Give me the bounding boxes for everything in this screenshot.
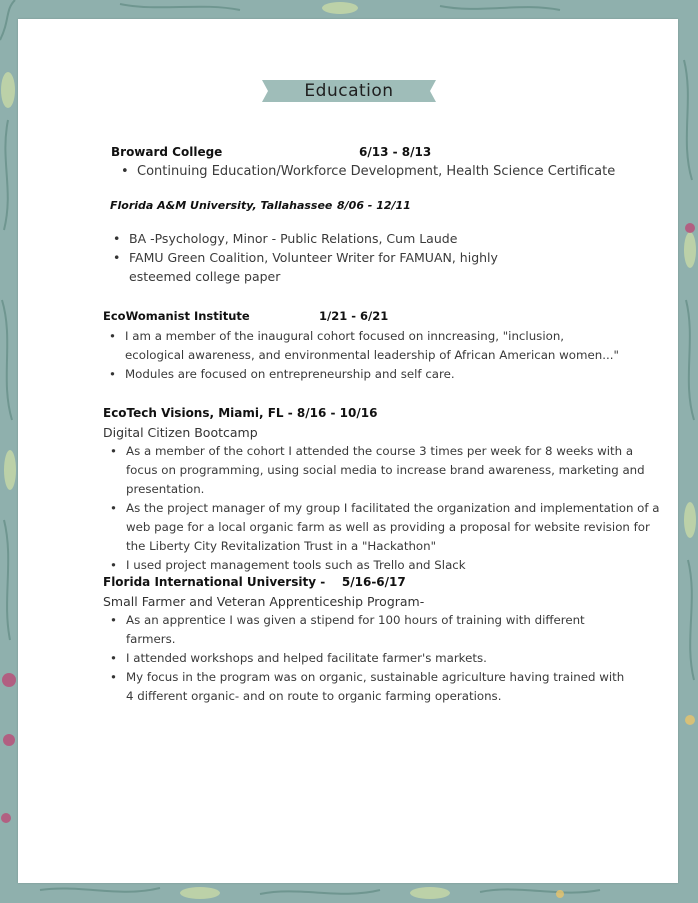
list-item: • My focus in the program was on organic, sustainable agriculture having trained with 4 different organic- and on route to organic farming operations. (104, 668, 634, 706)
bullet-list (103, 327, 623, 384)
list-item: • Continuing Education/Workforce Development, Health Science Certificate (115, 163, 655, 180)
list-item: • As a member of the cohort I attended the course 3 times per week for 8 weeks with a focus on programming, using social media to increase brand awareness, marketing and presentation. (104, 442, 664, 499)
list-item: • I attended workshops and helped facilitate farmer's markets. (104, 649, 634, 668)
institution-name: EcoWomanist Institute (103, 309, 250, 323)
list-item: • As an apprentice I was given a stipend for 100 hours of training with different farmers. (104, 611, 634, 649)
program-name: Small Farmer and Veteran Apprenticeship Program- (103, 594, 425, 609)
bullet-list (115, 163, 655, 180)
list-item: • Modules are focused on entrepreneurship and self care. (103, 365, 623, 384)
institution-name: Florida A&M University, Tallahassee (110, 199, 333, 212)
bullet-list (104, 611, 634, 706)
date-range: 6/13 - 8/13 (359, 145, 432, 159)
list-item: • As the project manager of my group I facilitated the organization and implementation of a web page for a local organic farm as well as providing a proposal for website revision for the Liberty City Revitalization Trust in a "Hackathon" (104, 499, 664, 556)
list-item: • I am a member of the inaugural cohort focused on inncreasing, "inclusion, ecological awareness, and environmental leadership of African American women..." (103, 327, 623, 365)
list-item: • BA -Psychology, Minor - Public Relations, Cum Laude (107, 229, 557, 248)
institution-name: Broward College (111, 145, 223, 159)
date-range: 1/21 - 6/21 (319, 309, 389, 323)
section-banner (262, 80, 436, 102)
date-range: 8/06 - 12/11 (337, 199, 411, 212)
list-item: • FAMU Green Coalition, Volunteer Writer for FAMUAN, highly esteemed college paper (107, 248, 557, 286)
institution-heading: Florida International University - 5/16-6/17 (103, 575, 406, 589)
list-item: • I used project management tools such as Trello and Slack (104, 556, 664, 575)
bullet-list (107, 229, 557, 286)
institution-heading: EcoTech Visions, Miami, FL - 8/16 - 10/16 (103, 406, 378, 420)
program-name: Digital Citizen Bootcamp (103, 425, 258, 440)
bullet-list (104, 442, 664, 575)
resume-page (18, 19, 678, 883)
section-title: Education (304, 81, 394, 101)
